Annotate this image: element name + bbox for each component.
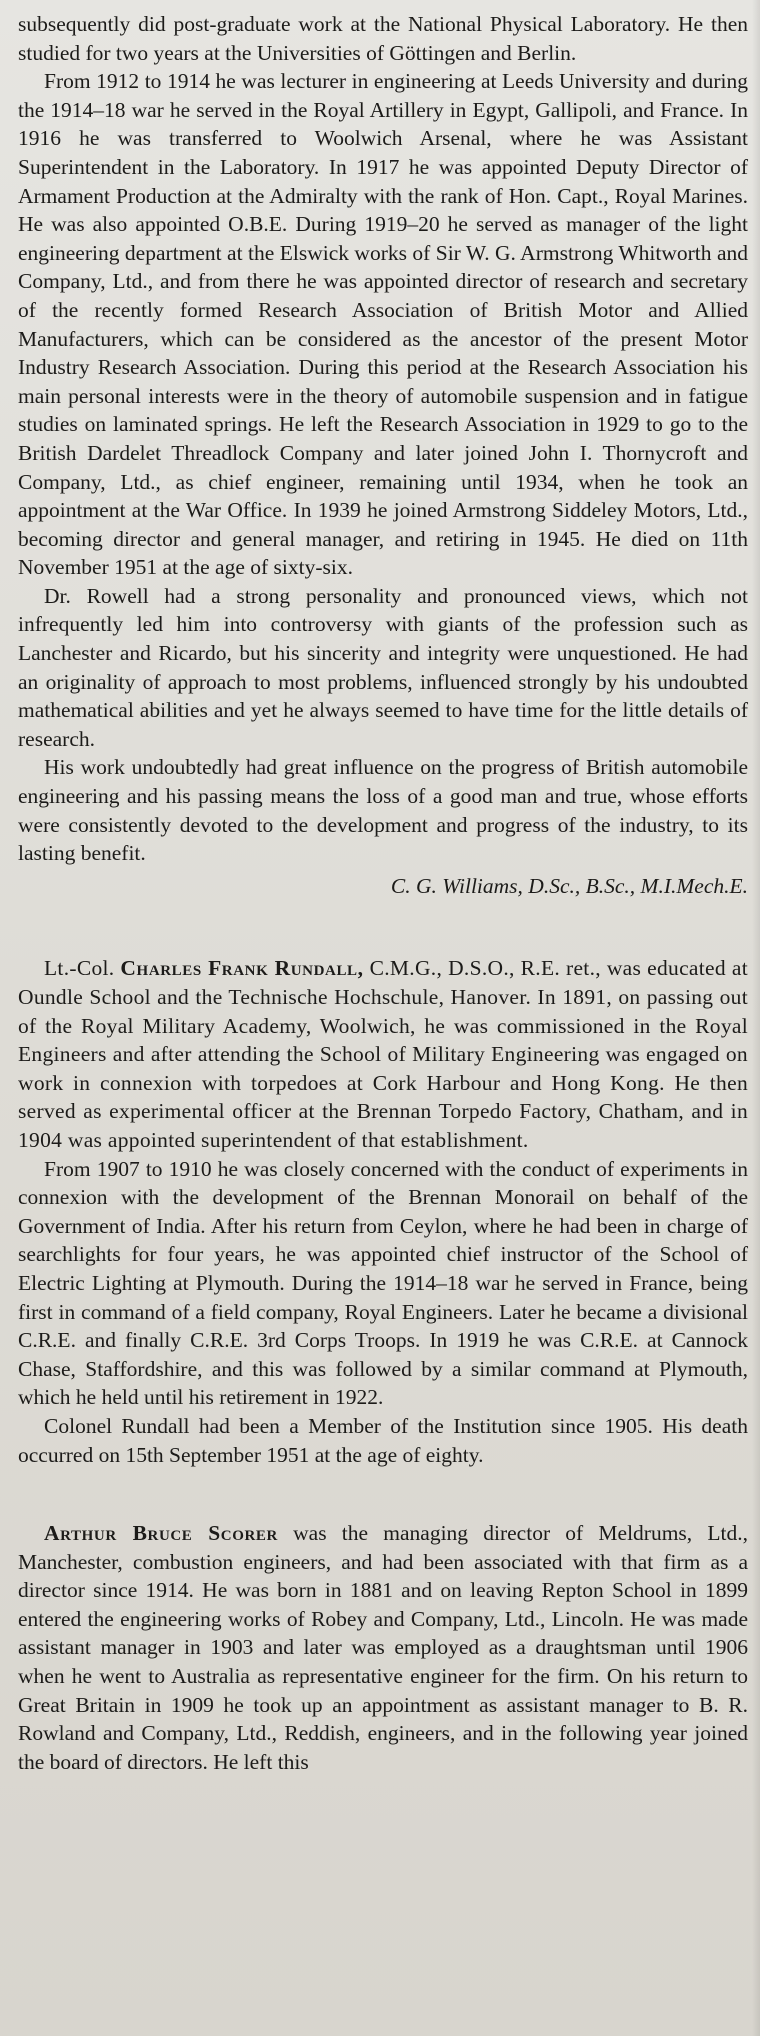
scorer-lead-text: was the managing director of Meldrums, Ltd., Manchester, combustion engineers, and had been associated with that firm as a director since 1914. He was born in 1881 and on leaving Repton School in 1899 entered the engineering works of Robey and Company, Ltd., Lincoln. He was made assistant manager in 1903 and later was employed as a draughtsman until 1906 when he went to Australia as representative engineer for the firm. On his return to Great Britain in 1909 he took up an appointment as assistant manager to B. R. Rowland and Company, Ltd., Reddish, engineers, and in the following year joined the board of directors. He left this [18,1521,748,1774]
rowell-signature: C. G. Williams, D.Sc., B.Sc., M.I.Mech.E. [390,873,748,898]
obituary-rundall [18,954,748,1469]
rundall-name: Charles Frank Rundall, [120,956,364,981]
rowell-paragraph-2: From 1912 to 1914 he was lecturer in engineering at Leeds University and during the 1914–18 war he served in the Royal Artillery in Egypt, Gallipoli, and France. In 1916 he was transferred to Woolwich Arsenal, where he was Assistant Superintendent in the Laboratory. In 1917 he was appointed Deputy Director of Armament Production at the Admiralty with the rank of Hon. Capt., Royal Marines. He was also appointed O.B.E. During 1919–20 he served as manager of the light engineering department at the Elswick works of Sir W. G. Armstrong Whitworth and Company, Ltd., and from there he was appointed director of research and secretary of the recently formed Research Association of British Motor and Allied Manufacturers, which can be considered as the ancestor of the present Motor Industry Research Association. During this period at the Research Association his main personal interests were in the theory of automobile suspension and in fatigue studies on laminated springs. He left the Research Association in 1929 to go to the British Dardelet Threadlock Company and later joined John I. Thornycroft and Company, Ltd., as chief engineer, remaining until 1934, when he took an appointment at the War Office. In 1939 he joined Armstrong Siddeley Motors, Ltd., becoming director and general manager, and retiring in 1945. He died on 11th November 1951 at the age of sixty-six. [18,69,748,580]
obituary-rowell [18,10,748,900]
rundall-paragraph-2: From 1907 to 1910 he was closely concerned with the conduct of experiments in connexion with the development of the Brennan Monorail on behalf of the Government of India. After his return from Ceylon, where he had been in charge of searchlights for four years, he was appointed chief instructor of the School of Electric Lighting at Plymouth. During the 1914–18 war he served in France, being first in command of a field company, Royal Engineers. Later he became a divisional C.R.E. and finally C.R.E. 3rd Corps Troops. In 1919 he was C.R.E. at Cannock Chase, Staffordshire, and this was followed by a similar command at Plymouth, which he held until his retirement in 1922. [18,1156,748,1410]
scorer-name: Arthur Bruce Scorer [44,1521,278,1546]
rundall-paragraph-3: Colonel Rundall had been a Member of the Institution since 1905. His death occurred on 15th September 1951 at the age of eighty. [18,1413,748,1467]
rowell-paragraph-3: Dr. Rowell had a strong personality and pronounced views, which not infrequently led him into controversy with giants of the profession such as Lanchester and Ricardo, but his sincerity and integrity were unquestioned. He had an originality of approach to most problems, influenced strongly by his undoubted mathematical abilities and yet he always seemed to have time for the little details of research. [18,583,748,751]
rowell-paragraph-4: His work undoubtedly had great influence on the progress of British automobile engineering and his passing means the loss of a good man and true, whose efforts were consistently devoted to the development and progress of the industry, to its lasting benefit. [18,755,748,866]
rundall-lead-text: was educated at Oundle School and the Technische Hochschule, Hanover. In 1891, on passing out of the Royal Military Academy, Woolwich, he was commissioned in the Royal Engineers and after attending the School of Military Engineering was engaged on work in connexion with torpedoes at Cork Harbour and Hong Kong. He then served as experimental officer at the Brennan Torpedo Factory, Chatham, and in 1904 was appointed superintendent of that establishment. [18,956,748,1152]
rundall-lead-paragraph [18,954,748,1154]
rundall-honours: C.M.G., D.S.O., R.E. ret., [369,956,601,981]
obituary-scorer [18,1519,748,1776]
scorer-lead-paragraph [18,1519,748,1776]
rowell-paragraph-1: subsequently did post-graduate work at the National Physical Laboratory. He then studied for two years at the Universities of Göttingen and Berlin. [18,12,748,65]
rundall-rank: Lt.-Col. [44,956,115,981]
